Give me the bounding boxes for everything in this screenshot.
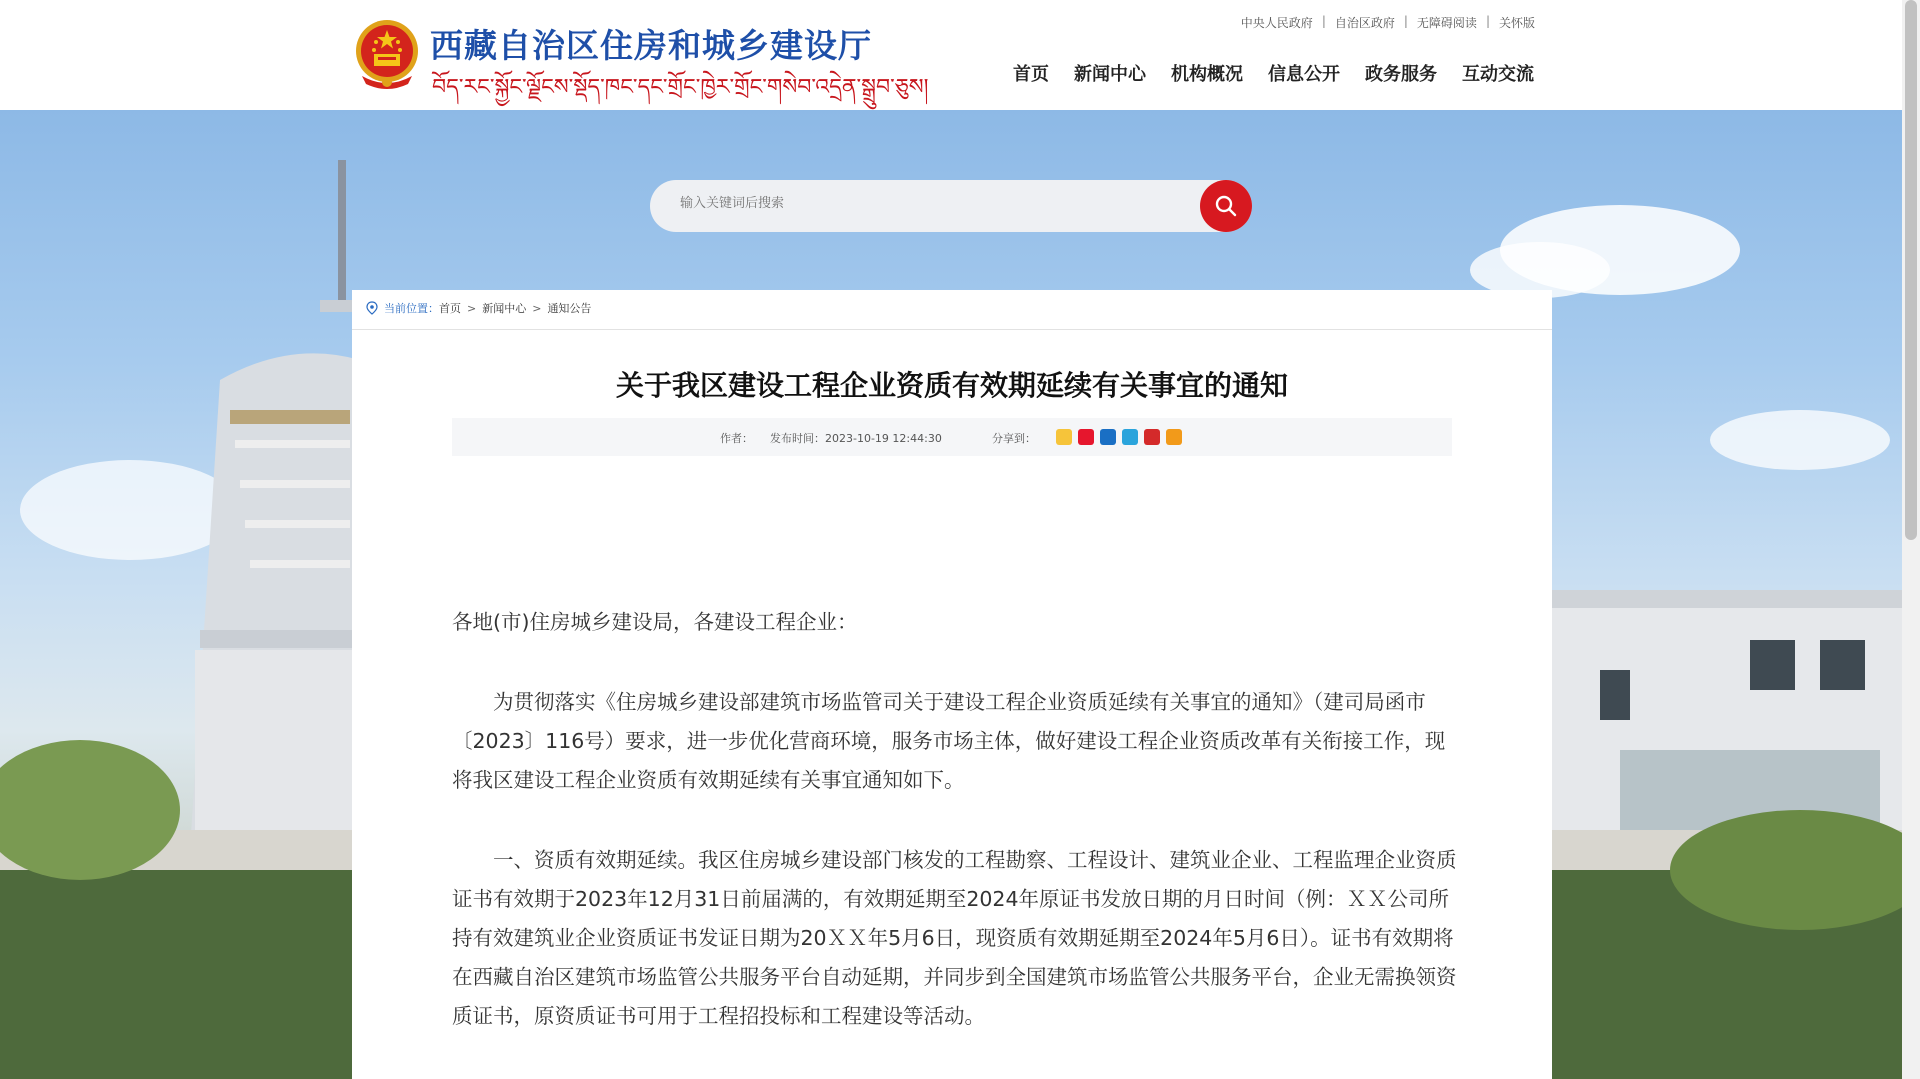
divider: | <box>1485 14 1490 28</box>
article-meta <box>452 418 1452 456</box>
nav-item-organization[interactable]: 机构概况 <box>1171 64 1243 85</box>
main-nav <box>1013 60 1534 86</box>
site-header <box>0 0 1902 110</box>
tencent-weibo-icon[interactable] <box>1122 429 1138 445</box>
nav-item-news-center[interactable]: 新闻中心 <box>1074 64 1146 85</box>
national-emblem-icon[interactable] <box>352 18 422 92</box>
top-links <box>1241 14 1535 31</box>
article-title: 关于我区建设工程企业资质有效期延续有关事宜的通知 <box>615 369 1288 402</box>
page-scrollbar[interactable] <box>1902 0 1920 1079</box>
breadcrumb-notice[interactable]: 通知公告 <box>547 302 592 315</box>
scrollbar-thumb[interactable] <box>1905 0 1917 540</box>
breadcrumb-news-center[interactable]: 新闻中心 <box>482 302 527 315</box>
breadcrumb <box>366 300 591 316</box>
breadcrumb-separator: > <box>532 301 542 315</box>
breadcrumb-label: 当前位置： <box>384 302 439 315</box>
article-paragraph: 一、资质有效期延续。我区住房城乡建设部门核发的工程勘察、工程设计、建筑业企业、工程监理企业资质证书有效期于2023年12月31日前届满的，有效期延期至2024年原证书发放日期的月日时间（例：ＸＸ公司所持有效建筑业企业资质证书发证日期为20ＸＸ年5月6日，现资质有效期延期至2024年5月6日）。证书有效期将在西藏自治区建筑市场监管公共服务平台自动延期，并同步到全国建筑市场监管公共服务平台，企业无需换领资质证书，原资质证书可用于工程招投标和工程建设等活动。 <box>452 848 1457 1028</box>
hero-background <box>0 110 1902 1079</box>
top-link-care-version[interactable]: 关怀版 <box>1498 16 1535 30</box>
nav-item-government-services[interactable]: 政务服务 <box>1365 64 1437 85</box>
nav-item-home[interactable]: 首页 <box>1013 64 1049 85</box>
top-link-central-gov[interactable]: 中央人民政府 <box>1240 16 1313 30</box>
people-weibo-icon[interactable] <box>1144 429 1160 445</box>
article-paragraph: 各地(市)住房城乡建设局，各建设工程企业： <box>452 610 858 634</box>
search-button[interactable] <box>1200 180 1252 232</box>
qzone-icon[interactable] <box>1056 429 1072 445</box>
weibo-icon[interactable] <box>1078 429 1094 445</box>
breadcrumb-separator: > <box>467 301 477 315</box>
search-input[interactable] <box>678 195 1182 212</box>
article-body <box>452 603 1464 1077</box>
article-paragraph: 为贯彻落实《住房城乡建设部建筑市场监管司关于建设工程企业资质延续有关事宜的通知》（建司局函市〔2023〕116号）要求，进一步优化营商环境，服务市场主体，做好建设工程企业资质改革有关衔接工作，现将我区建设工程企业资质有效期延续有关事宜通知如下。 <box>452 690 1446 792</box>
renren-icon[interactable] <box>1100 429 1116 445</box>
article-panel <box>352 290 1552 1079</box>
location-pin-icon <box>366 301 378 315</box>
site-title[interactable]: 西藏自治区住房和城乡建设厅 <box>430 26 872 65</box>
publish-time: 发布时间：2023-10-19 12:44:30 <box>770 432 942 445</box>
search-icon <box>1214 194 1238 218</box>
share-label: 分享到： <box>992 432 1036 445</box>
site-subtitle-tibetan: བོད་རང་སྐྱོང་ལྗོངས་སྡོད་ཁང་དང་གྲོང་ཁྱེར་གྲོང་གསེབ་འདྲེན་སྒྲུབ་ཅུས། <box>432 75 929 100</box>
share-icons <box>1056 429 1182 445</box>
divider: | <box>1403 14 1408 28</box>
top-link-region-gov[interactable]: 自治区政府 <box>1334 16 1395 30</box>
breadcrumb-home[interactable]: 首页 <box>439 302 461 315</box>
nav-item-interaction[interactable]: 互动交流 <box>1462 64 1534 85</box>
divider <box>352 329 1552 330</box>
top-link-accessible-reading[interactable]: 无障碍阅读 <box>1416 16 1477 30</box>
author-label: 作者： <box>720 432 753 445</box>
more-share-icon[interactable] <box>1166 429 1182 445</box>
divider: | <box>1321 14 1326 28</box>
search-bar <box>650 180 1252 232</box>
nav-item-information-disclosure[interactable]: 信息公开 <box>1268 64 1340 85</box>
